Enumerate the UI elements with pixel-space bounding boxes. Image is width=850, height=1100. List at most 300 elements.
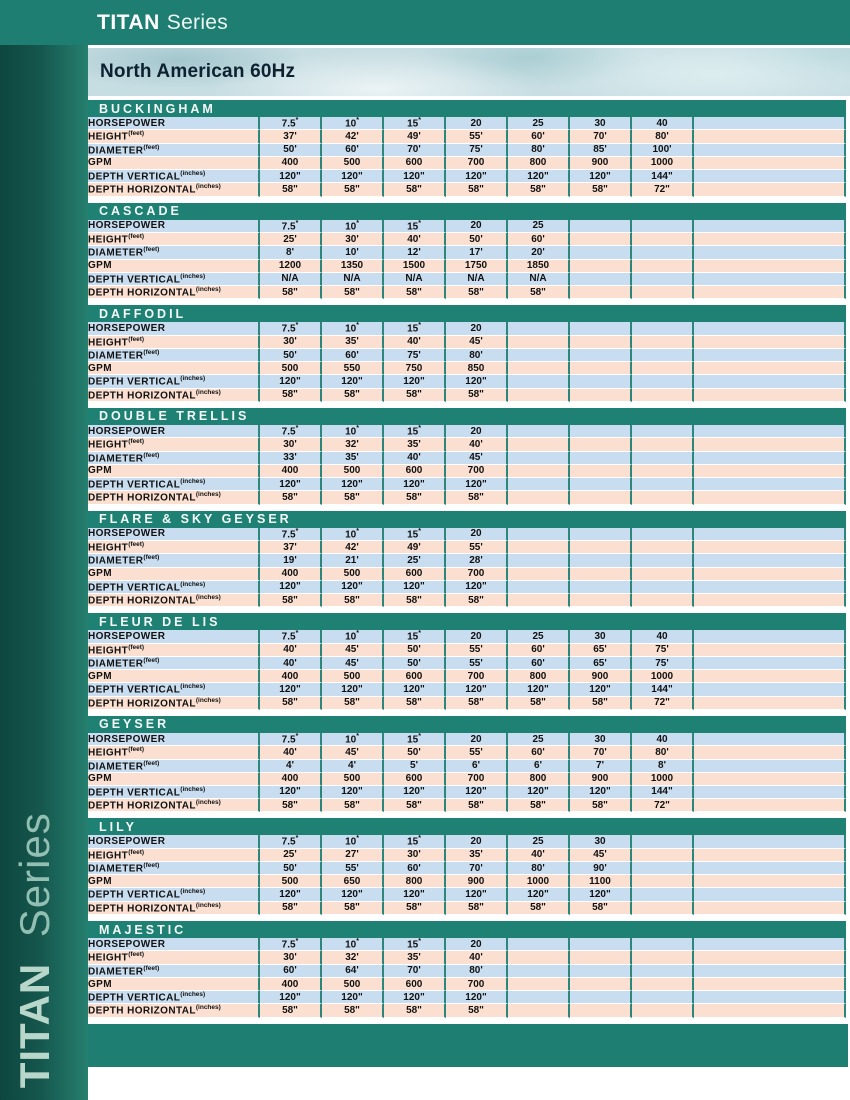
- model-section: [88, 408, 846, 505]
- model-section: [88, 305, 846, 402]
- value-cell: 120": [322, 991, 384, 1004]
- empty-wide-cell: [694, 273, 846, 286]
- value-cell: 120": [322, 683, 384, 696]
- value-cell: 55': [322, 862, 384, 875]
- value-cell: 10': [322, 246, 384, 259]
- value-cell: [570, 978, 632, 991]
- value-cell: [570, 951, 632, 964]
- value-cell: 49': [384, 541, 446, 554]
- brand-title-regular: Series: [166, 10, 229, 34]
- value-cell: [632, 862, 694, 875]
- value-cell: 650: [322, 875, 384, 888]
- value-cell: 75': [384, 349, 446, 362]
- value-cell: 58": [446, 183, 508, 196]
- table-row: [88, 183, 846, 196]
- value-cell: 25: [508, 117, 570, 130]
- model-section: [88, 613, 846, 710]
- value-cell: 80': [446, 349, 508, 362]
- value-cell: [570, 349, 632, 362]
- empty-wide-cell: [694, 630, 846, 643]
- value-cell: [508, 938, 570, 951]
- value-cell: 15*: [384, 425, 446, 438]
- value-cell: 120": [260, 375, 322, 388]
- value-cell: 7.5*: [260, 835, 322, 848]
- table-row: [88, 965, 846, 978]
- table-row: [88, 888, 846, 901]
- value-cell: [570, 425, 632, 438]
- footnote-asterisk: *: [295, 527, 299, 535]
- unit-superscript: (feet): [128, 335, 145, 343]
- value-cell: 600: [384, 773, 446, 786]
- bottom-teal-block: [88, 1024, 848, 1067]
- value-cell: 400: [260, 978, 322, 991]
- value-cell: [632, 233, 694, 246]
- unit-superscript: (inches): [180, 683, 206, 691]
- value-cell: 400: [260, 157, 322, 170]
- value-cell: 1850: [508, 260, 570, 273]
- empty-wide-cell: [694, 1004, 846, 1017]
- table-row: [88, 491, 846, 504]
- value-cell: [632, 322, 694, 335]
- section-title: FLEUR DE LIS: [88, 613, 846, 630]
- value-cell: 70': [446, 862, 508, 875]
- value-cell: 5': [384, 760, 446, 773]
- value-cell: 58": [384, 697, 446, 710]
- value-cell: 120": [384, 478, 446, 491]
- value-cell: 120": [322, 170, 384, 183]
- value-cell: 15*: [384, 528, 446, 541]
- value-cell: 45': [446, 336, 508, 349]
- value-cell: 120": [446, 683, 508, 696]
- value-cell: 65': [570, 657, 632, 670]
- value-cell: 600: [384, 568, 446, 581]
- value-cell: 10*: [322, 425, 384, 438]
- value-cell: [632, 875, 694, 888]
- row-label: DEPTH $HORIZONTAL^{(inches)}$: [88, 697, 260, 710]
- value-cell: [570, 991, 632, 1004]
- value-cell: 1000: [632, 157, 694, 170]
- empty-wide-cell: [694, 349, 846, 362]
- unit-superscript: (feet): [143, 246, 160, 254]
- table-row: [88, 835, 846, 848]
- value-cell: [508, 978, 570, 991]
- value-cell: 90': [570, 862, 632, 875]
- value-cell: N/A: [260, 273, 322, 286]
- value-cell: 10*: [322, 938, 384, 951]
- unit-superscript: (inches): [180, 888, 206, 896]
- table-row: [88, 478, 846, 491]
- value-cell: 58": [322, 594, 384, 607]
- value-cell: 58": [260, 697, 322, 710]
- value-cell: 50': [260, 349, 322, 362]
- value-cell: [570, 273, 632, 286]
- value-cell: [508, 452, 570, 465]
- empty-wide-cell: [694, 117, 846, 130]
- unit-superscript: (feet): [143, 451, 160, 459]
- table-row: [88, 362, 846, 375]
- value-cell: 58": [446, 594, 508, 607]
- table-row: [88, 220, 846, 233]
- value-cell: [632, 938, 694, 951]
- empty-wide-cell: [694, 220, 846, 233]
- table-row: [88, 452, 846, 465]
- table-row: [88, 286, 846, 299]
- table-row: [88, 902, 846, 915]
- empty-wide-cell: [694, 965, 846, 978]
- value-cell: 120": [260, 581, 322, 594]
- value-cell: 60': [508, 746, 570, 759]
- value-cell: 1500: [384, 260, 446, 273]
- value-cell: 72": [632, 697, 694, 710]
- value-cell: 800: [508, 157, 570, 170]
- value-cell: [508, 438, 570, 451]
- value-cell: [632, 568, 694, 581]
- value-cell: [632, 465, 694, 478]
- spec-table: [88, 938, 846, 1018]
- value-cell: 55': [446, 130, 508, 143]
- value-cell: 1750: [446, 260, 508, 273]
- value-cell: [570, 491, 632, 504]
- value-cell: 1000: [632, 670, 694, 683]
- value-cell: 900: [570, 773, 632, 786]
- row-label: $DIAMETER^{(feet)}$: [88, 349, 260, 362]
- empty-wide-cell: [694, 938, 846, 951]
- unit-superscript: (feet): [128, 746, 145, 754]
- value-cell: 144": [632, 683, 694, 696]
- empty-wide-cell: [694, 425, 846, 438]
- footnote-asterisk: *: [295, 732, 299, 740]
- value-cell: 58": [446, 697, 508, 710]
- value-cell: 10*: [322, 630, 384, 643]
- unit-superscript: (inches): [180, 785, 206, 793]
- value-cell: 850: [446, 362, 508, 375]
- row-label: DEPTH $VERTICAL^{(inches)}$: [88, 683, 260, 696]
- value-cell: 60': [322, 349, 384, 362]
- value-cell: 58": [508, 183, 570, 196]
- value-cell: 40': [260, 657, 322, 670]
- value-cell: N/A: [446, 273, 508, 286]
- empty-wide-cell: [694, 183, 846, 196]
- value-cell: 75': [632, 657, 694, 670]
- value-cell: 25': [260, 849, 322, 862]
- table-row: [88, 375, 846, 388]
- value-cell: 120": [260, 478, 322, 491]
- value-cell: 120": [508, 786, 570, 799]
- value-cell: [508, 991, 570, 1004]
- value-cell: 30: [570, 117, 632, 130]
- model-section: [88, 716, 846, 813]
- row-label: $DIAMETER^{(feet)}$: [88, 144, 260, 157]
- section-title: LILY: [88, 818, 846, 835]
- row-label: $HEIGHT^{(feet)}$: [88, 849, 260, 862]
- value-cell: 58": [260, 491, 322, 504]
- value-cell: 42': [322, 130, 384, 143]
- value-cell: 7.5*: [260, 630, 322, 643]
- value-cell: 58": [446, 799, 508, 812]
- value-cell: 7.5*: [260, 220, 322, 233]
- value-cell: 58": [260, 286, 322, 299]
- value-cell: [570, 938, 632, 951]
- value-cell: 58": [322, 491, 384, 504]
- sidebar-title-bold: TITAN: [11, 962, 58, 1088]
- row-label: $HEIGHT^{(feet)}$: [88, 951, 260, 964]
- value-cell: 120": [570, 888, 632, 901]
- value-cell: 40': [384, 233, 446, 246]
- value-cell: 60': [508, 644, 570, 657]
- empty-wide-cell: [694, 375, 846, 388]
- value-cell: [508, 594, 570, 607]
- value-cell: 120": [384, 991, 446, 1004]
- value-cell: [570, 286, 632, 299]
- row-label: $DIAMETER^{(feet)}$: [88, 965, 260, 978]
- value-cell: 80': [632, 130, 694, 143]
- value-cell: 900: [570, 670, 632, 683]
- row-label: GPM: [88, 978, 260, 991]
- empty-wide-cell: [694, 773, 846, 786]
- value-cell: [508, 1004, 570, 1017]
- row-label: HORSEPOWER: [88, 528, 260, 541]
- value-cell: 58": [384, 183, 446, 196]
- empty-wide-cell: [694, 888, 846, 901]
- table-row: [88, 733, 846, 746]
- empty-wide-cell: [694, 260, 846, 273]
- value-cell: 40': [446, 438, 508, 451]
- row-label: $DIAMETER^{(feet)}$: [88, 657, 260, 670]
- value-cell: [570, 246, 632, 259]
- empty-wide-cell: [694, 862, 846, 875]
- value-cell: 120": [322, 375, 384, 388]
- value-cell: [632, 594, 694, 607]
- model-section: [88, 511, 846, 608]
- value-cell: 20': [508, 246, 570, 259]
- value-cell: 60': [508, 233, 570, 246]
- footnote-asterisk: *: [295, 938, 299, 946]
- footnote-asterisk: *: [356, 424, 359, 432]
- value-cell: [632, 978, 694, 991]
- value-cell: 40: [632, 733, 694, 746]
- value-cell: 19': [260, 554, 322, 567]
- value-cell: 45': [322, 657, 384, 670]
- table-row: [88, 862, 846, 875]
- value-cell: 70': [570, 130, 632, 143]
- value-cell: 80': [632, 746, 694, 759]
- section-title: MAJESTIC: [88, 921, 846, 938]
- value-cell: 58": [446, 902, 508, 915]
- sidebar-vertical-title: [11, 811, 58, 1088]
- value-cell: [632, 835, 694, 848]
- value-cell: 20: [446, 733, 508, 746]
- value-cell: 58": [384, 286, 446, 299]
- value-cell: 37': [260, 541, 322, 554]
- value-cell: 80': [508, 862, 570, 875]
- row-label: $DIAMETER^{(feet)}$: [88, 760, 260, 773]
- row-label: HORSEPOWER: [88, 425, 260, 438]
- table-row: [88, 657, 846, 670]
- value-cell: 900: [570, 157, 632, 170]
- empty-wide-cell: [694, 581, 846, 594]
- empty-wide-cell: [694, 978, 846, 991]
- value-cell: 55': [446, 541, 508, 554]
- value-cell: 58": [322, 286, 384, 299]
- empty-wide-cell: [694, 478, 846, 491]
- empty-wide-cell: [694, 286, 846, 299]
- row-label: GPM: [88, 670, 260, 683]
- empty-wide-cell: [694, 322, 846, 335]
- value-cell: [570, 568, 632, 581]
- section-title: DOUBLE TRELLIS: [88, 408, 846, 425]
- value-cell: [632, 246, 694, 259]
- value-cell: 15*: [384, 733, 446, 746]
- empty-wide-cell: [694, 438, 846, 451]
- table-row: [88, 438, 846, 451]
- value-cell: [570, 541, 632, 554]
- row-label: GPM: [88, 157, 260, 170]
- value-cell: N/A: [508, 273, 570, 286]
- value-cell: 75': [632, 644, 694, 657]
- value-cell: [570, 362, 632, 375]
- table-row: [88, 273, 846, 286]
- table-row: [88, 875, 846, 888]
- value-cell: 20: [446, 425, 508, 438]
- value-cell: 75': [446, 144, 508, 157]
- value-cell: 800: [508, 670, 570, 683]
- footnote-asterisk: *: [356, 835, 359, 843]
- value-cell: 600: [384, 157, 446, 170]
- unit-superscript: (inches): [195, 799, 221, 807]
- footnote-asterisk: *: [356, 527, 359, 535]
- content-column: [88, 48, 850, 1067]
- table-row: [88, 117, 846, 130]
- value-cell: 60': [384, 862, 446, 875]
- value-cell: 58": [322, 183, 384, 196]
- value-cell: 25: [508, 733, 570, 746]
- value-cell: 7': [570, 760, 632, 773]
- page-title: North American 60Hz: [100, 61, 296, 82]
- empty-wide-cell: [694, 594, 846, 607]
- unit-superscript: (inches): [195, 901, 221, 909]
- footnote-asterisk: *: [356, 322, 359, 330]
- table-row: [88, 170, 846, 183]
- table-row: [88, 978, 846, 991]
- value-cell: [508, 528, 570, 541]
- value-cell: 58": [260, 902, 322, 915]
- unit-superscript: (feet): [128, 848, 145, 856]
- row-label: DEPTH $VERTICAL^{(inches)}$: [88, 170, 260, 183]
- row-label: HORSEPOWER: [88, 835, 260, 848]
- value-cell: [508, 541, 570, 554]
- value-cell: [632, 965, 694, 978]
- value-cell: 120": [322, 581, 384, 594]
- value-cell: 120": [384, 786, 446, 799]
- empty-wide-cell: [694, 951, 846, 964]
- value-cell: 58": [570, 902, 632, 915]
- value-cell: 120": [260, 786, 322, 799]
- value-cell: 80': [446, 965, 508, 978]
- empty-wide-cell: [694, 644, 846, 657]
- value-cell: 70': [384, 144, 446, 157]
- empty-wide-cell: [694, 902, 846, 915]
- value-cell: [632, 849, 694, 862]
- value-cell: 6': [508, 760, 570, 773]
- value-cell: 35': [446, 849, 508, 862]
- value-cell: 17': [446, 246, 508, 259]
- value-cell: 500: [322, 773, 384, 786]
- row-label: GPM: [88, 568, 260, 581]
- value-cell: 750: [384, 362, 446, 375]
- value-cell: 49': [384, 130, 446, 143]
- value-cell: 120": [570, 170, 632, 183]
- value-cell: [508, 965, 570, 978]
- value-cell: 42': [322, 541, 384, 554]
- value-cell: 500: [322, 568, 384, 581]
- unit-superscript: (inches): [195, 183, 221, 191]
- empty-wide-cell: [694, 554, 846, 567]
- value-cell: 120": [508, 888, 570, 901]
- value-cell: 120": [384, 888, 446, 901]
- footnote-asterisk: *: [356, 219, 359, 227]
- value-cell: 550: [322, 362, 384, 375]
- value-cell: 700: [446, 978, 508, 991]
- empty-wide-cell: [694, 452, 846, 465]
- table-row: [88, 246, 846, 259]
- unit-superscript: (inches): [180, 375, 206, 383]
- value-cell: 58": [384, 389, 446, 402]
- value-cell: 58": [508, 799, 570, 812]
- value-cell: 120": [508, 683, 570, 696]
- value-cell: 35': [384, 438, 446, 451]
- value-cell: 58": [570, 799, 632, 812]
- value-cell: 120": [446, 991, 508, 1004]
- value-cell: 900: [446, 875, 508, 888]
- unit-superscript: (feet): [128, 232, 145, 240]
- value-cell: 700: [446, 773, 508, 786]
- unit-superscript: (feet): [143, 759, 160, 767]
- empty-wide-cell: [694, 799, 846, 812]
- section-title: DAFFODIL: [88, 305, 846, 322]
- value-cell: 58": [384, 902, 446, 915]
- table-row: [88, 683, 846, 696]
- value-cell: 100': [632, 144, 694, 157]
- value-cell: 120": [446, 581, 508, 594]
- left-sidebar: [0, 45, 88, 1100]
- value-cell: 120": [446, 786, 508, 799]
- value-cell: [570, 233, 632, 246]
- value-cell: 35': [322, 452, 384, 465]
- unit-superscript: (feet): [143, 554, 160, 562]
- value-cell: 4': [260, 760, 322, 773]
- value-cell: 7.5*: [260, 322, 322, 335]
- value-cell: 120": [570, 786, 632, 799]
- row-label: $HEIGHT^{(feet)}$: [88, 541, 260, 554]
- footnote-asterisk: *: [418, 527, 421, 535]
- row-label: DEPTH $VERTICAL^{(inches)}$: [88, 375, 260, 388]
- value-cell: 800: [384, 875, 446, 888]
- footnote-asterisk: *: [418, 835, 421, 843]
- value-cell: 10*: [322, 117, 384, 130]
- value-cell: 58": [508, 286, 570, 299]
- value-cell: [632, 554, 694, 567]
- empty-wide-cell: [694, 246, 846, 259]
- value-cell: 50': [446, 233, 508, 246]
- value-cell: [632, 888, 694, 901]
- value-cell: 40': [508, 849, 570, 862]
- value-cell: 10*: [322, 835, 384, 848]
- value-cell: [632, 902, 694, 915]
- value-cell: 58": [322, 902, 384, 915]
- value-cell: 120": [384, 375, 446, 388]
- value-cell: 70': [384, 965, 446, 978]
- spec-table: [88, 220, 846, 300]
